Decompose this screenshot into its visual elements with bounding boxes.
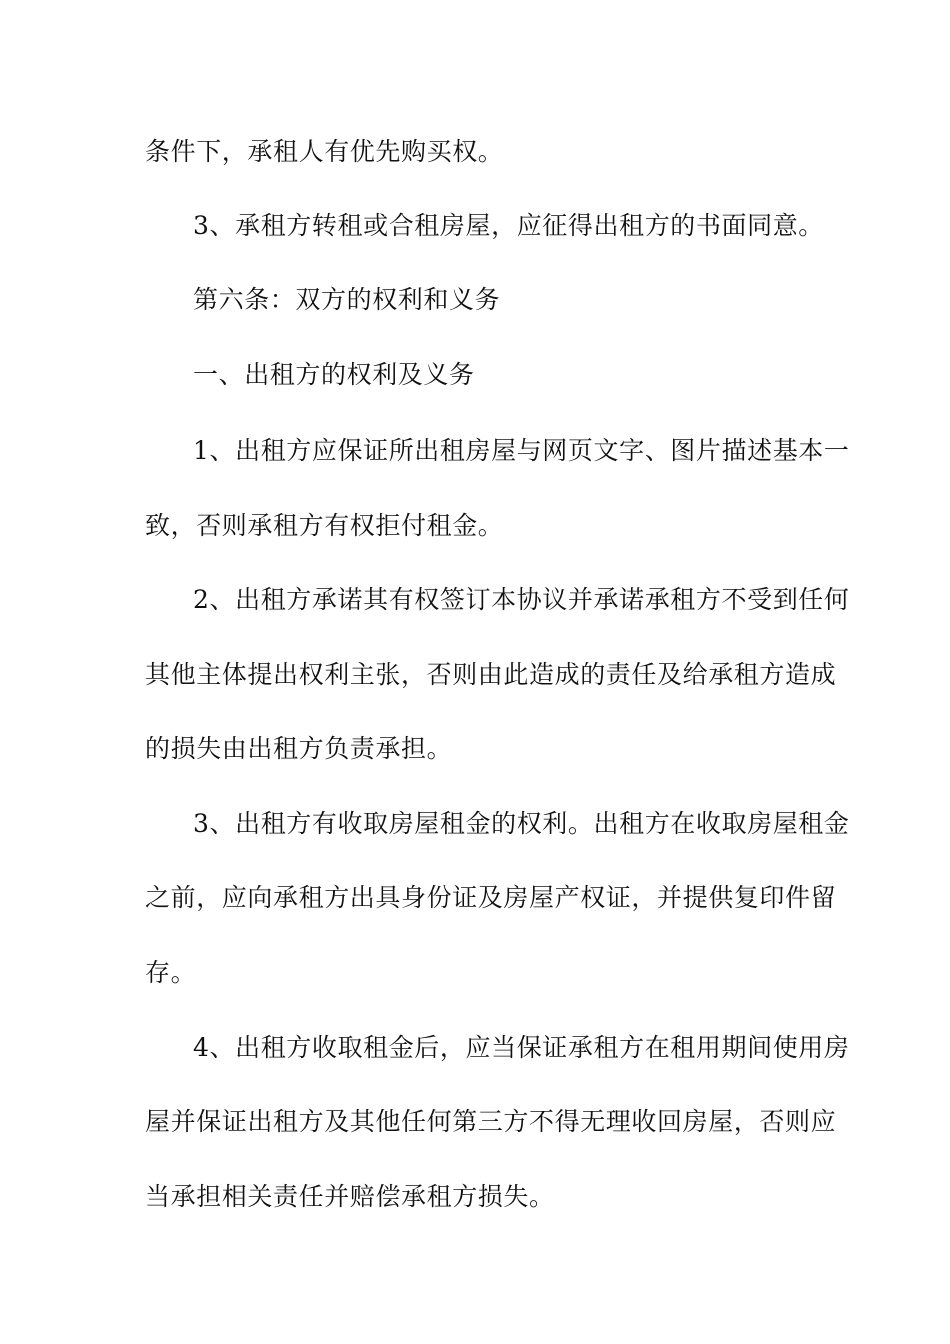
- text-line-item-4-cont-b: 当承担相关责任并赔偿承租方损失。: [145, 1182, 555, 1211]
- text-line-item-2-cont-a: 其他主体提出权利主张，否则由此造成的责任及给承租方造成: [145, 660, 837, 689]
- section-heading-article-6: 第六条：双方的权利和义务: [193, 285, 501, 314]
- text-line-item-1-cont: 致，否则承租方有权拒付租金。: [145, 511, 504, 540]
- text-line-item-2-cont-b: 的损失由出租方负责承担。: [145, 734, 453, 763]
- subsection-heading-lessor: 一、出租方的权利及义务: [193, 360, 475, 389]
- text-line-item-3-cont-b: 存。: [145, 958, 197, 987]
- text-line-item-2: 2、出租方承诺其有权签订本协议并承诺承租方不受到任何: [193, 585, 850, 614]
- text-line-item-3: 3、出租方有收取房屋租金的权利。出租方在收取房屋租金: [193, 809, 850, 838]
- text-line-item-1: 1、出租方应保证所出租房屋与网页文字、图片描述基本一: [193, 436, 850, 465]
- text-line-item-3-cont-a: 之前，应向承租方出具身份证及房屋产权证，并提供复印件留: [145, 883, 837, 912]
- text-line-continuation: 条件下，承租人有优先购买权。: [145, 137, 504, 166]
- text-line-item-4-cont-a: 屋并保证出租方及其他任何第三方不得无理收回房屋，否则应: [145, 1107, 837, 1136]
- text-line-item-4: 4、出租方收取租金后，应当保证承租方在租用期间使用房: [193, 1033, 850, 1062]
- text-line-clause-3-sublet: 3、承租方转租或合租房屋，应征得出租方的书面同意。: [193, 211, 824, 240]
